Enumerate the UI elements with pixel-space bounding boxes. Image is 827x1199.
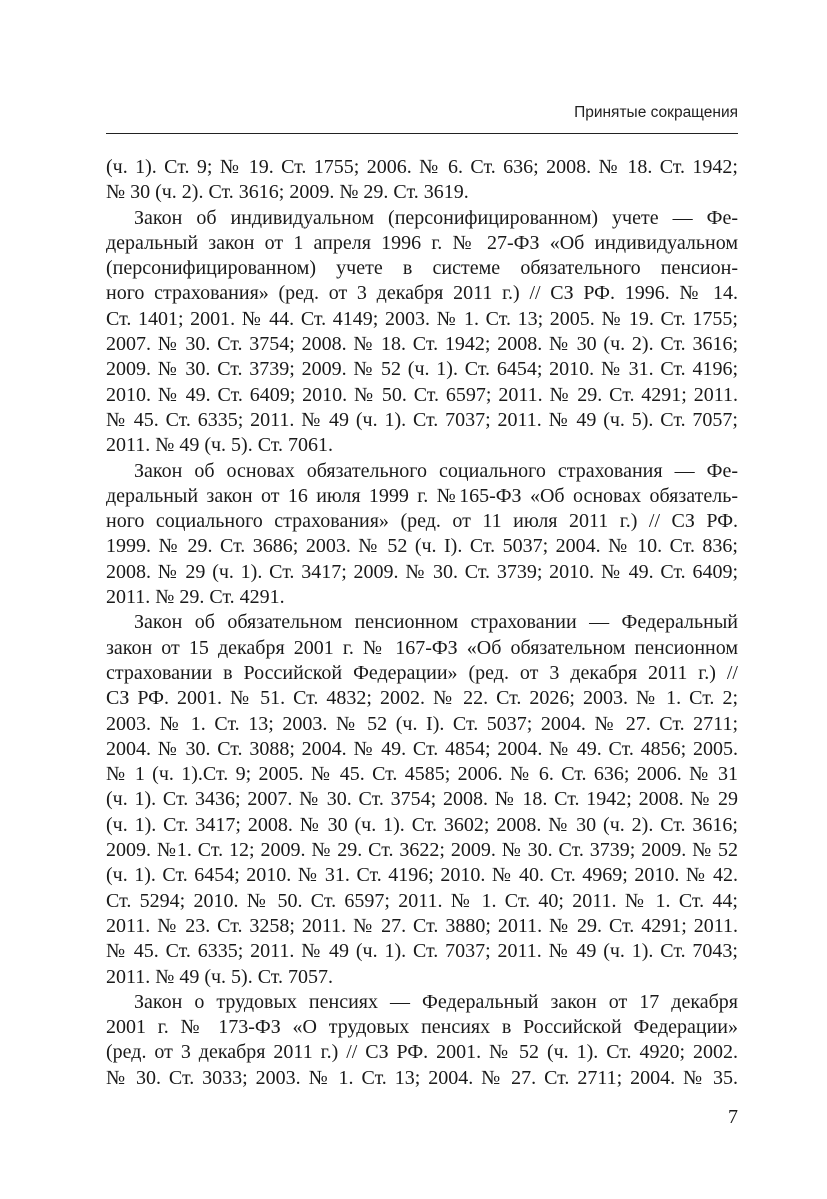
text-line: № 1 (ч. 1).Ст. 9; 2005. № 45. Ст. 4585; 2006. № 6. Ст. 636; 2006. № 31: [106, 763, 738, 786]
text-line: (ч. 1). Ст. 3417; 2008. № 30 (ч. 1). Ст. 3602; 2008. № 30 (ч. 2). Ст. 3616;: [106, 813, 738, 836]
text-line: СЗ РФ. 2001. № 51. Ст. 4832; 2002. № 22. Ст. 2026; 2003. № 1. Ст. 2;: [106, 687, 738, 710]
running-header: [106, 100, 738, 134]
text-line: 2011. № 49 (ч. 5). Ст. 7061.: [106, 434, 334, 457]
text-line: № 30. Ст. 3033; 2003. № 1. Ст. 13; 2004. № 27. Ст. 2711; 2004. № 35.: [106, 1066, 738, 1089]
text-line: деральный закон от 16 июля 1999 г. №165-ФЗ «Об основах обязатель-: [106, 484, 738, 507]
text-line: 2003. № 1. Ст. 13; 2003. № 52 (ч. I). Ст. 5037; 2004. № 27. Ст. 2711;: [106, 712, 738, 735]
text-line: 2007. № 30. Ст. 3754; 2008. № 18. Ст. 1942; 2008. № 30 (ч. 2). Ст. 3616;: [106, 333, 738, 356]
text-line: 2001 г. № 173-ФЗ «О трудовых пенсиях в Российской Федерации»: [106, 1016, 738, 1039]
text-line: 2011. № 49 (ч. 5). Ст. 7057.: [106, 965, 334, 988]
text-line: Закон об обязательном пенсионном страховании — Федеральный: [134, 611, 738, 634]
text-line: 2009. № 30. Ст. 3739; 2009. № 52 (ч. 1). Ст. 6454; 2010. № 31. Ст. 4196;: [106, 358, 738, 381]
text-line: 2011. № 23. Ст. 3258; 2011. № 27. Ст. 3880; 2011. № 29. Ст. 4291; 2011.: [106, 914, 738, 937]
text-line: Закон об основах обязательного социального страхования — Фе-: [134, 459, 738, 482]
text-line: закон от 15 декабря 2001 г. № 167-ФЗ «Об обязательном пенсионном: [106, 636, 738, 659]
text-line: 1999. № 29. Ст. 3686; 2003. № 52 (ч. I). Ст. 5037; 2004. № 10. Ст. 836;: [106, 535, 738, 558]
page-number: 7: [728, 1106, 738, 1128]
text-line: № 30 (ч. 2). Ст. 3616; 2009. № 29. Ст. 3619.: [106, 181, 469, 204]
text-line: Ст. 1401; 2001. № 44. Ст. 4149; 2003. № 1. Ст. 13; 2005. № 19. Ст. 1755;: [106, 307, 738, 330]
body-text: [106, 155, 738, 1091]
text-line: (ред. от 3 декабря 2011 г.) // СЗ РФ. 2001. № 52 (ч. 1). Ст. 4920; 2002.: [106, 1041, 738, 1064]
text-line: (ч. 1). Ст. 9; № 19. Ст. 1755; 2006. № 6. Ст. 636; 2008. № 18. Ст. 1942;: [106, 156, 738, 178]
paragraph: [106, 459, 738, 611]
text-line: 2011. № 29. Ст. 4291.: [106, 586, 285, 609]
paragraph: [106, 206, 738, 459]
text-line: Закон о трудовых пенсиях — Федеральный закон от 17 декабря: [134, 990, 738, 1013]
text-line: 2004. № 30. Ст. 3088; 2004. № 49. Ст. 4854; 2004. № 49. Ст. 4856; 2005.: [106, 737, 738, 760]
text-line: ного страхования» (ред. от 3 декабря 2011 г.) // СЗ РФ. 1996. № 14.: [106, 282, 738, 305]
text-line: деральный закон от 1 апреля 1996 г. № 27-ФЗ «Об индивидуальном: [106, 231, 738, 254]
text-line: страховании в Российской Федерации» (ред. от 3 декабря 2011 г.) //: [106, 661, 738, 684]
text-line: Закон об индивидуальном (персонифицированном) учете — Фе-: [134, 206, 738, 229]
running-title: Принятые сокращения: [574, 104, 738, 121]
text-line: (персонифицированном) учете в системе обязательного пенсион-: [106, 257, 738, 280]
paragraph: [106, 155, 738, 206]
text-line: 2010. № 49. Ст. 6409; 2010. № 50. Ст. 6597; 2011. № 29. Ст. 4291; 2011.: [106, 383, 738, 406]
text-line: № 45. Ст. 6335; 2011. № 49 (ч. 1). Ст. 7037; 2011. № 49 (ч. 5). Ст. 7057;: [106, 408, 738, 431]
text-line: № 45. Ст. 6335; 2011. № 49 (ч. 1). Ст. 7037; 2011. № 49 (ч. 1). Ст. 7043;: [106, 940, 738, 963]
text-line: (ч. 1). Ст. 3436; 2007. № 30. Ст. 3754; 2008. № 18. Ст. 1942; 2008. № 29: [106, 788, 738, 811]
text-line: ного социального страхования» (ред. от 11 июля 2011 г.) // СЗ РФ.: [106, 510, 738, 533]
text-line: Ст. 5294; 2010. № 50. Ст. 6597; 2011. № 1. Ст. 40; 2011. № 1. Ст. 44;: [106, 889, 738, 912]
text-line: 2008. № 29 (ч. 1). Ст. 3417; 2009. № 30. Ст. 3739; 2010. № 49. Ст. 6409;: [106, 560, 738, 583]
text-line: (ч. 1). Ст. 6454; 2010. № 31. Ст. 4196; 2010. № 40. Ст. 4969; 2010. № 42.: [106, 864, 738, 887]
text-line: 2009. №1. Ст. 12; 2009. № 29. Ст. 3622; 2009. № 30. Ст. 3739; 2009. № 52: [106, 839, 738, 862]
paragraph: [106, 990, 738, 1091]
paragraph: [106, 610, 738, 989]
